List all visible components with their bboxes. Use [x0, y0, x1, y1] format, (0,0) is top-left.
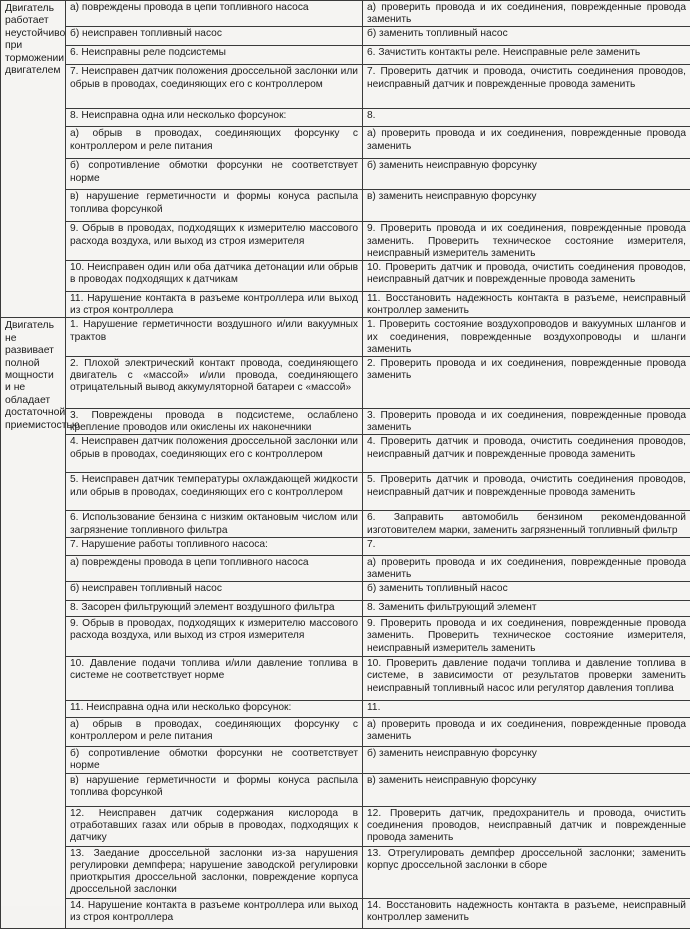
remedy-cell: 8. Заменить фильтрующий элемент — [363, 601, 690, 617]
remedy-cell: 1. Проверить состояние воздухопроводов и вакуумных шлангов и их соединения, поврежденные воздухопроводы и шланги заменить — [363, 318, 690, 357]
remedy-cell: 8. — [363, 109, 690, 127]
cause-cell: 10. Давление подачи топлива и/или давление топлива в системе не соответствует норме — [66, 657, 363, 701]
remedy-cell: б) заменить неисправную форсунку — [363, 159, 690, 190]
remedy-cell: 9. Проверить провода и их соединения, поврежденные провода заменить. Проверить техническое состояние измерителя, неисправный измеритель заменить — [363, 617, 690, 657]
remedy-cell: а) проверить провода и их соединения, поврежденные провода заменить — [363, 127, 690, 159]
table-row — [1, 409, 690, 435]
remedy-cell: 7. Проверить датчик и провода, очистить соединения проводов, неисправный датчик и поврежденные провода заменить — [363, 65, 690, 109]
cause-cell: 11. Неисправна одна или несколько форсунок: — [66, 701, 363, 718]
remedy-cell: 7. — [363, 537, 690, 555]
table-row — [1, 601, 690, 617]
cause-cell: 9. Обрыв в проводах, подходящих к измерителю массового расхода воздуха, или выход из строя измерителя — [66, 222, 363, 261]
table-row — [1, 537, 690, 555]
table-row — [1, 65, 690, 109]
table-row — [1, 718, 690, 747]
remedy-cell: 10. Проверить датчик и провода, очистить соединения проводов, неисправный датчик и поврежденные провода заменить — [363, 261, 690, 292]
cause-cell: 8. Засорен фильтрующий элемент воздушного фильтра — [66, 601, 363, 617]
remedy-cell: 6. Зачистить контакты реле. Неисправные реле заменить — [363, 46, 690, 65]
table-row — [1, 27, 690, 46]
remedy-cell: а) проверить провода и их соединения, поврежденные провода заменить — [363, 555, 690, 581]
remedy-cell: 11. Восстановить надежность контакта в разъеме, неисправный контроллер заменить — [363, 292, 690, 318]
cause-cell: 13. Заедание дроссельной заслонки из-за нарушения регулировки демпфера; нарушение заводской регулировки приоткрытия дроссельной заслонки, повреждение корпуса дроссельной заслонки — [66, 846, 363, 898]
table-body — [1, 1, 690, 929]
cause-cell: 14. Нарушение контакта в разъеме контроллера или выход из строя контроллера — [66, 898, 363, 928]
remedy-cell: 6. Заправить автомобиль бензином рекомендованной изготовителем марки, заменить загрязненный топливный фильтр — [363, 511, 690, 537]
table-row — [1, 357, 690, 409]
remedy-cell: в) заменить неисправную форсунку — [363, 773, 690, 806]
remedy-cell: 14. Восстановить надежность контакта в разъеме, неисправный контроллер заменить — [363, 898, 690, 928]
remedy-cell: б) заменить неисправную форсунку — [363, 747, 690, 773]
remedy-cell: 5. Проверить датчик и провода, очистить соединения проводов, неисправный датчик и поврежденные провода заменить — [363, 473, 690, 511]
table-row — [1, 109, 690, 127]
table-row — [1, 898, 690, 928]
cause-cell: 6. Неисправны реле подсистемы — [66, 46, 363, 65]
remedy-cell: 2. Проверить провода и их соединения, поврежденные провода заменить — [363, 357, 690, 409]
table-row — [1, 318, 690, 357]
cause-cell: б) сопротивление обмотки форсунки не соответствует норме — [66, 747, 363, 773]
remedy-cell: 13. Отрегулировать демпфер дроссельной заслонки; заменить корпус дроссельной заслонки в сборе — [363, 846, 690, 898]
table-row — [1, 747, 690, 773]
remedy-cell: 4. Проверить датчик и провода, очистить соединения проводов, неисправный датчик и поврежденные провода заменить — [363, 435, 690, 473]
table-row — [1, 261, 690, 292]
table-row — [1, 773, 690, 806]
remedy-cell: б) заменить топливный насос — [363, 582, 690, 601]
table-row — [1, 473, 690, 511]
cause-cell: 4. Неисправен датчик положения дроссельной заслонки или обрыв в проводах, соединяющих его с контроллером — [66, 435, 363, 473]
cause-cell: а) повреждены провода в цепи топливного насоса — [66, 555, 363, 581]
cause-cell: 12. Неисправен датчик содержания кислорода в отработавших газах или обрыв в проводах, подходящих к датчику — [66, 806, 363, 846]
table-row — [1, 617, 690, 657]
cause-cell: 1. Нарушение герметичности воздушного и/или вакуумных трактов — [66, 318, 363, 357]
cause-cell: 10. Неисправен один или оба датчика детонации или обрыв в проводах подходящих к датчикам — [66, 261, 363, 292]
cause-cell: б) сопротивление обмотки форсунки не соответствует норме — [66, 159, 363, 190]
table-row — [1, 46, 690, 65]
table-row — [1, 806, 690, 846]
table-row — [1, 127, 690, 159]
remedy-cell: 11. — [363, 701, 690, 718]
remedy-cell: 12. Проверить датчик, предохранитель и провода, очистить соединения проводов, неисправный датчик и поврежденные провода заменить — [363, 806, 690, 846]
remedy-cell: б) заменить топливный насос — [363, 27, 690, 46]
cause-cell: 9. Обрыв в проводах, подходящих к измерителю массового расхода воздуха, или выход из строя измерителя — [66, 617, 363, 657]
cause-cell: 8. Неисправна одна или несколько форсунок: — [66, 109, 363, 127]
symptom-cell: Двигатель не развивает полной мощности и не обладает достаточной приемистостью — [1, 318, 66, 928]
table-row — [1, 582, 690, 601]
table-row — [1, 657, 690, 701]
table-row — [1, 292, 690, 318]
cause-cell: 7. Неисправен датчик положения дроссельной заслонки или обрыв в проводах, соединяющих его с контроллером — [66, 65, 363, 109]
table-row — [1, 222, 690, 261]
remedy-cell: 9. Проверить провода и их соединения, поврежденные провода заменить. Проверить техническое состояние измерителя, неисправный измеритель заменить — [363, 222, 690, 261]
remedy-cell: 3. Проверить провода и их соединения, поврежденные провода заменить — [363, 409, 690, 435]
table-row — [1, 511, 690, 537]
table-row — [1, 701, 690, 718]
cause-cell: в) нарушение герметичности и формы конуса распыла топлива форсункой — [66, 773, 363, 806]
remedy-cell: а) проверить провода и их соединения, поврежденные провода заменить — [363, 1, 690, 27]
remedy-cell: в) заменить неисправную форсунку — [363, 190, 690, 222]
table-row — [1, 435, 690, 473]
cause-cell: в) нарушение герметичности и формы конуса распыла топлива форсункой — [66, 190, 363, 222]
cause-cell: 2. Плохой электрический контакт провода, соединяющего двигатель с «массой» и/или провода, соединяющего отрицательный вывод аккумуляторной батареи с «массой» — [66, 357, 363, 409]
table-row — [1, 555, 690, 581]
remedy-cell: а) проверить провода и их соединения, поврежденные провода заменить — [363, 718, 690, 747]
cause-cell: а) повреждены провода в цепи топливного насоса — [66, 1, 363, 27]
cause-cell: 11. Нарушение контакта в разъеме контроллера или выход из строя контроллера — [66, 292, 363, 318]
table-row — [1, 159, 690, 190]
table-row — [1, 190, 690, 222]
cause-cell: 6. Использование бензина с низким октановым числом или загрязнение топливного фильтра — [66, 511, 363, 537]
cause-cell: а) обрыв в проводах, соединяющих форсунку с контроллером и реле питания — [66, 127, 363, 159]
cause-cell: б) неисправен топливный насос — [66, 582, 363, 601]
cause-cell: 7. Нарушение работы топливного насоса: — [66, 537, 363, 555]
cause-cell: 3. Повреждены провода в подсистеме, ослаблено крепление проводов или окислены их наконечники — [66, 409, 363, 435]
cause-cell: б) неисправен топливный насос — [66, 27, 363, 46]
cause-cell: 5. Неисправен датчик температуры охлаждающей жидкости или обрыв в проводах, соединяющих его с контроллером — [66, 473, 363, 511]
symptom-cell: Двигатель работает неустойчиво при торможении двигателем — [1, 1, 66, 318]
cause-cell: а) обрыв в проводах, соединяющих форсунку с контроллером и реле питания — [66, 718, 363, 747]
table-row — [1, 846, 690, 898]
table-row — [1, 1, 690, 27]
remedy-cell: 10. Проверить давление подачи топлива и давление топлива в системе, в зависимости от результатов проверки заменить неисправный топливный насос или регулятор давления топлива — [363, 657, 690, 701]
